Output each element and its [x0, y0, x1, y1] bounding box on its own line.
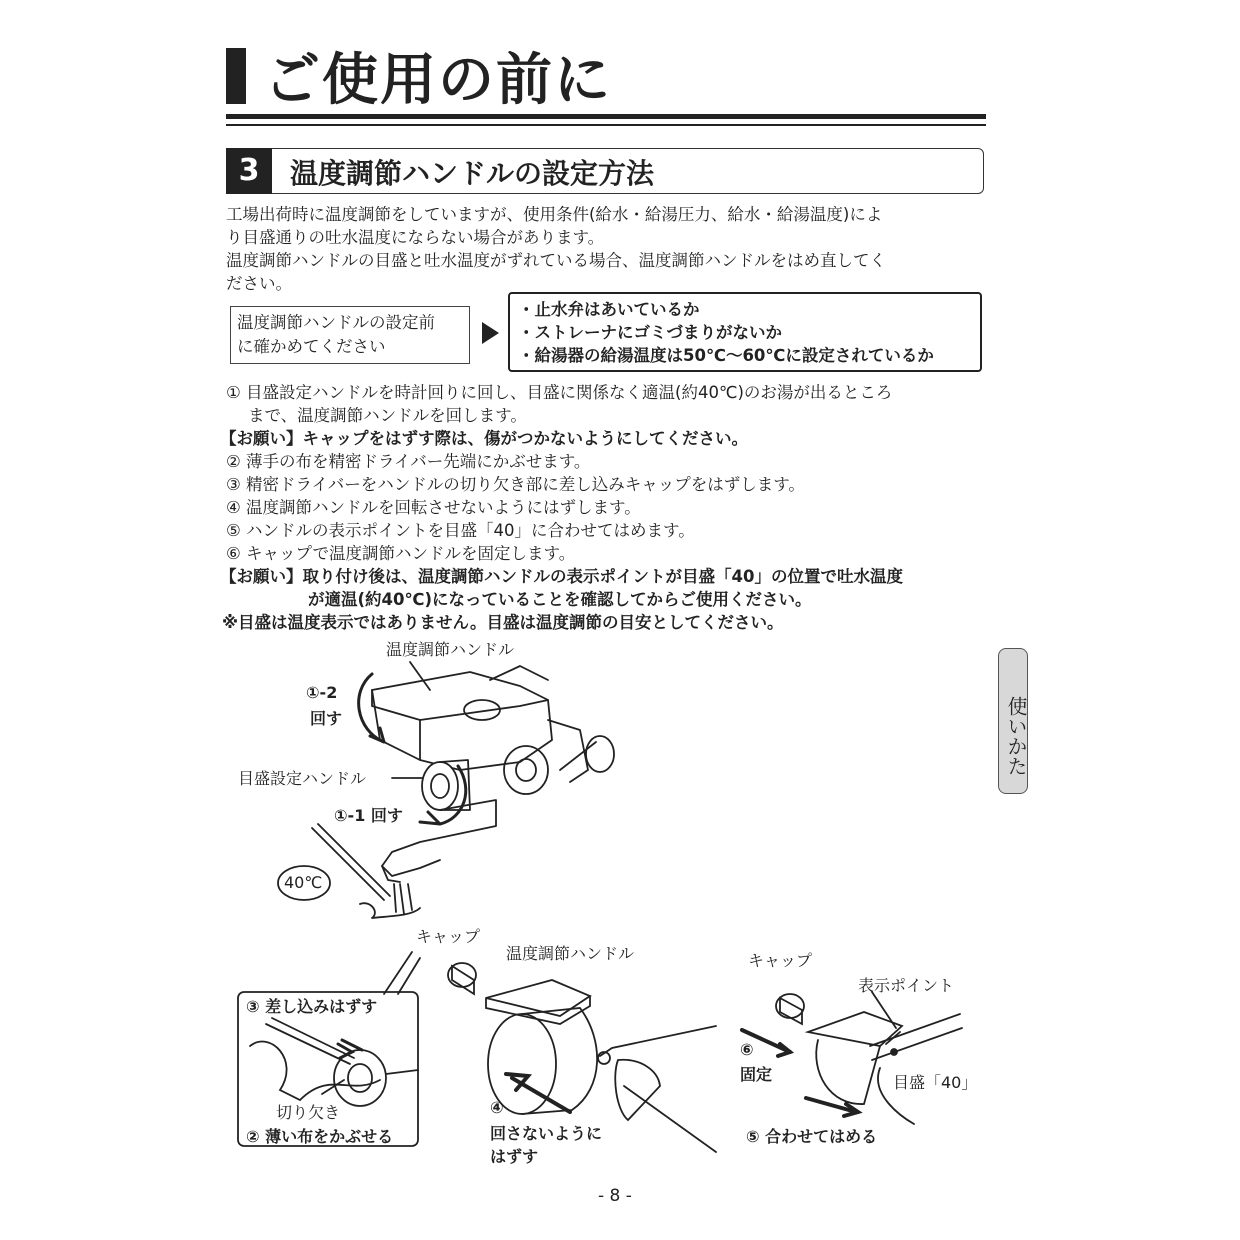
- label-rotate-1-1: ①-1 回す: [334, 806, 403, 825]
- step-3: ③ 精密ドライバーをハンドルの切り欠き部に差し込みキャップをはずします。: [226, 475, 805, 494]
- checklist-item: ・ストレーナにゴミづまりがないか: [518, 323, 782, 342]
- step-1-cont: まで、温度調節ハンドルを回します。: [248, 406, 527, 425]
- label-step-6: 固定: [740, 1065, 773, 1084]
- label-step-2: ② 薄い布をかぶせる: [246, 1127, 394, 1146]
- label-scale-40: 目盛「40」: [893, 1073, 978, 1092]
- section-title: 温度調節ハンドルの設定方法: [290, 157, 655, 190]
- label-scale-handle: 目盛設定ハンドル: [238, 769, 367, 788]
- intro-line-4: ださい。: [226, 274, 292, 293]
- label-cap-left: キャップ: [416, 927, 481, 946]
- label-step-4-cont: はずす: [490, 1147, 539, 1166]
- note-scale: ※目盛は温度表示ではありません。目盛は温度調節の目安としてください。: [222, 613, 784, 632]
- step-4: ④ 温度調節ハンドルを回転させないようにはずします。: [226, 498, 641, 517]
- section-number: 3: [226, 148, 272, 194]
- label-cap-right: キャップ: [748, 951, 813, 970]
- label-indicator-point: 表示ポイント: [858, 976, 955, 995]
- label-temp-handle-2: 温度調節ハンドル: [506, 944, 635, 963]
- intro-line-1: 工場出荷時に温度調節をしていますが、使用条件(給水・給湯圧力、給水・給湯温度)によ: [226, 205, 883, 224]
- step-6: ⑥ キャップで温度調節ハンドルを固定します。: [226, 544, 576, 563]
- checklist-item: ・給湯器の給湯温度は50℃〜60℃に設定されているか: [518, 346, 934, 365]
- label-step-5: ⑤ 合わせてはめる: [746, 1127, 878, 1146]
- note-request-2-cont: が適温(約40℃)になっていることを確認してからご使用ください。: [308, 590, 812, 609]
- precheck-line-2: に確かめてください: [237, 337, 386, 356]
- note-request-1: 【お願い】キャップをはずす際は、傷がつかないようにしてください。: [220, 429, 748, 448]
- label-rotate-1-2: ①-2: [306, 683, 338, 702]
- label-40c: 40℃: [284, 873, 323, 892]
- note-request-2: 【お願い】取り付け後は、温度調節ハンドルの表示ポイントが目盛「40」の位置で吐水温度: [220, 567, 903, 586]
- label-step-3: ③ 差し込みはずす: [246, 997, 378, 1016]
- label-rotate-1-2-text: 回す: [310, 709, 343, 728]
- page-number: - 8 -: [598, 1186, 632, 1206]
- label-step-4-num: ④: [490, 1098, 504, 1117]
- label-step-6-num: ⑥: [740, 1040, 754, 1059]
- step-1: ① 目盛設定ハンドルを時計回りに回し、目盛に関係なく適温(約40℃)のお湯が出るところ: [226, 383, 893, 402]
- step-5: ⑤ ハンドルの表示ポイントを目盛「40」に合わせてはめます。: [226, 521, 695, 540]
- label-notch: 切り欠き: [276, 1103, 341, 1122]
- checklist-item: ・止水弁はあいているか: [518, 300, 700, 319]
- intro-line-2: り目盛通りの吐水温度にならない場合があります。: [226, 228, 605, 247]
- label-step-4: 回さないように: [490, 1124, 603, 1143]
- page-title: ご使用の前に: [264, 48, 612, 113]
- label-temp-handle: 温度調節ハンドル: [386, 640, 515, 659]
- step-2: ② 薄手の布を精密ドライバー先端にかぶせます。: [226, 452, 591, 471]
- intro-line-3: 温度調節ハンドルの目盛と吐水温度がずれている場合、温度調節ハンドルをはめ直してく: [226, 251, 886, 270]
- side-tab-usage: 使いかた: [998, 648, 1028, 794]
- precheck-line-1: 温度調節ハンドルの設定前: [237, 313, 435, 332]
